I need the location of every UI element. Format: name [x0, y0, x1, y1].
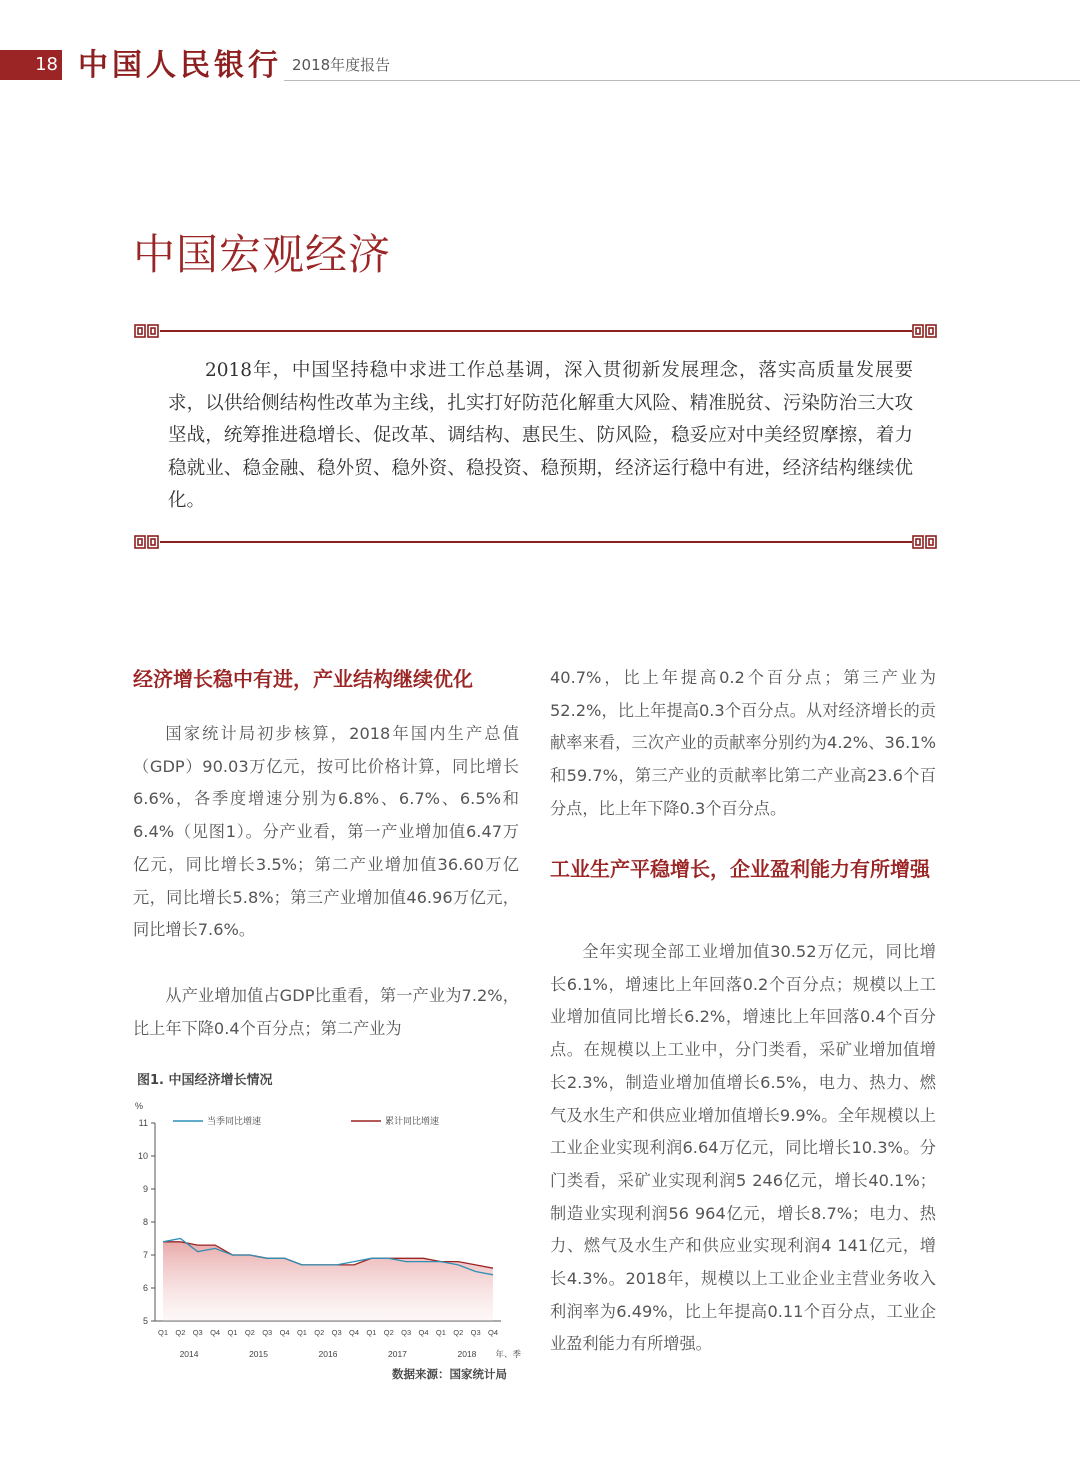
x-tick-label: Q4 [279, 1328, 290, 1337]
x-tick-label: Q4 [210, 1328, 221, 1337]
page-number: 18 [0, 50, 62, 80]
x-tick-label: Q3 [192, 1328, 203, 1337]
x-tick-label: Q1 [366, 1328, 377, 1337]
x-tick-label: Q3 [401, 1328, 412, 1337]
x-tick-label: Q4 [349, 1328, 360, 1337]
x-tick-label: Q2 [314, 1328, 325, 1337]
x-tick-label: Q3 [331, 1328, 342, 1337]
fret-ornament-icon [912, 324, 938, 338]
x-tick-label: Q1 [227, 1328, 238, 1337]
y-tick-label: 11 [138, 1118, 148, 1128]
x-tick-label: Q3 [470, 1328, 481, 1337]
figure-source: 数据来源：国家统计局 [392, 1367, 507, 1381]
x-tick-label: Q2 [453, 1328, 464, 1337]
year-label: 2015 [249, 1349, 268, 1359]
left-paragraph-2: 从产业增加值占GDP比重看，第一产业为7.2%，比上年下降0.4个百分点；第二产业为 [133, 986, 519, 1038]
header-rule [284, 80, 1080, 81]
x-tick-label: Q2 [175, 1328, 186, 1337]
fret-ornament-icon [134, 535, 160, 549]
decorative-rule-top [134, 324, 938, 338]
page-header [0, 44, 1080, 90]
fret-ornament-icon [912, 535, 938, 549]
bank-name-logo: 中国人民银行 [78, 48, 282, 83]
report-label: 2018年度报告 [292, 56, 391, 74]
right-paragraph: 全年实现全部工业增加值30.52万亿元，同比增长6.1%，增速比上年回落0.2个百分点；规模以上工业增加值同比增长6.2%，增速比上年回落0.4个百分点。在规模以上工业中，分门类看，采矿业增加值增长2.3%，制造业增加值增长6.5%，电力、热力、燃气及水生产和供应业增加值增长9.9%。全年规模以上工业企业实现利润6.64万亿元，同比增长10.3%。分门类看，采矿业实现利润5 246亿元，增长40.1%；制造业实现利润56 964亿元，增长8.7%；电力、热力、燃气及水生产和供应业实现利润4 141亿元，增长4.3%。2018年，规模以上工业企业主营业务收入利润率为6.49%，比上年提高0.11个百分点，工业企业盈利能力有所增强。 [550, 942, 936, 1354]
x-tick-label: Q4 [487, 1328, 499, 1337]
right-heading: 工业生产平稳增长，企业盈利能力有所增强 [550, 857, 930, 881]
fret-ornament-icon [134, 324, 160, 338]
y-tick-label: 7 [142, 1250, 148, 1260]
x-tick-label: Q1 [296, 1328, 307, 1337]
y-tick-label: 9 [142, 1184, 148, 1194]
section-title: 中国宏观经济 [133, 230, 392, 279]
gdp-growth-chart [133, 1095, 523, 1385]
x-tick-label: Q1 [435, 1328, 446, 1337]
figure-caption: 图1. 中国经济增长情况 [137, 1073, 273, 1088]
y-tick-label: 8 [142, 1217, 148, 1227]
year-label: 2016 [318, 1349, 338, 1359]
x-tick-label: Q2 [244, 1328, 255, 1337]
decorative-line [160, 330, 912, 332]
x-tick-label: Q2 [383, 1328, 394, 1337]
x-tick-label: Q3 [262, 1328, 273, 1337]
legend-label: 当季同比增速 [207, 1116, 262, 1126]
x-tick-label: Q4 [418, 1328, 429, 1337]
x-axis-label: 年、季 [495, 1349, 521, 1359]
intro-paragraph: 2018年，中国坚持稳中求进工作总基调，深入贯彻新发展理念，落实高质量发展要求，以供给侧结构性改革为主线，扎实打好防范化解重大风险、精准脱贫、污染防治三大攻坚战，统筹推进稳增长、促改革、调结构、惠民生、防风险，稳妥应对中美经贸摩擦，着力稳就业、稳金融、稳外贸、稳外资、稳投资、稳预期，经济运行稳中有进，经济结构继续优化。 [168, 360, 913, 512]
left-paragraph-1: 国家统计局初步核算，2018年国内生产总值（GDP）90.03万亿元，按可比价格计算，同比增长6.6%，各季度增速分别为6.8%、6.7%、6.5%和6.4%（见图1）。分产业看，第一产业增加值6.47万亿元，同比增长3.5%；第二产业增加值36.60万亿元，同比增长5.8%；第三产业增加值46.96万亿元，同比增长7.6%。 [133, 724, 519, 940]
year-label: 2014 [179, 1349, 199, 1359]
legend-label: 累计同比增速 [385, 1116, 440, 1126]
year-label: 2018 [457, 1349, 477, 1359]
cumulative-area [163, 1242, 493, 1321]
x-tick-label: Q1 [157, 1328, 169, 1337]
y-tick-label: 5 [142, 1316, 148, 1326]
y-tick-label: 6 [142, 1283, 148, 1293]
decorative-rule-bottom [134, 535, 938, 549]
right-paragraph-continued: 40.7%，比上年提高0.2个百分点；第三产业为52.2%，比上年提高0.3个百分点。从对经济增长的贡献率来看，三次产业的贡献率分别约为4.2%、36.1%和59.7%，第三产业的贡献率比第二产业高23.6个百分点，比上年下降0.3个百分点。 [550, 668, 936, 818]
y-axis-label: % [135, 1101, 144, 1111]
year-label: 2017 [388, 1349, 407, 1359]
y-tick-label: 10 [137, 1151, 148, 1161]
left-heading: 经济增长稳中有进，产业结构继续优化 [133, 667, 473, 691]
decorative-line [160, 541, 912, 543]
